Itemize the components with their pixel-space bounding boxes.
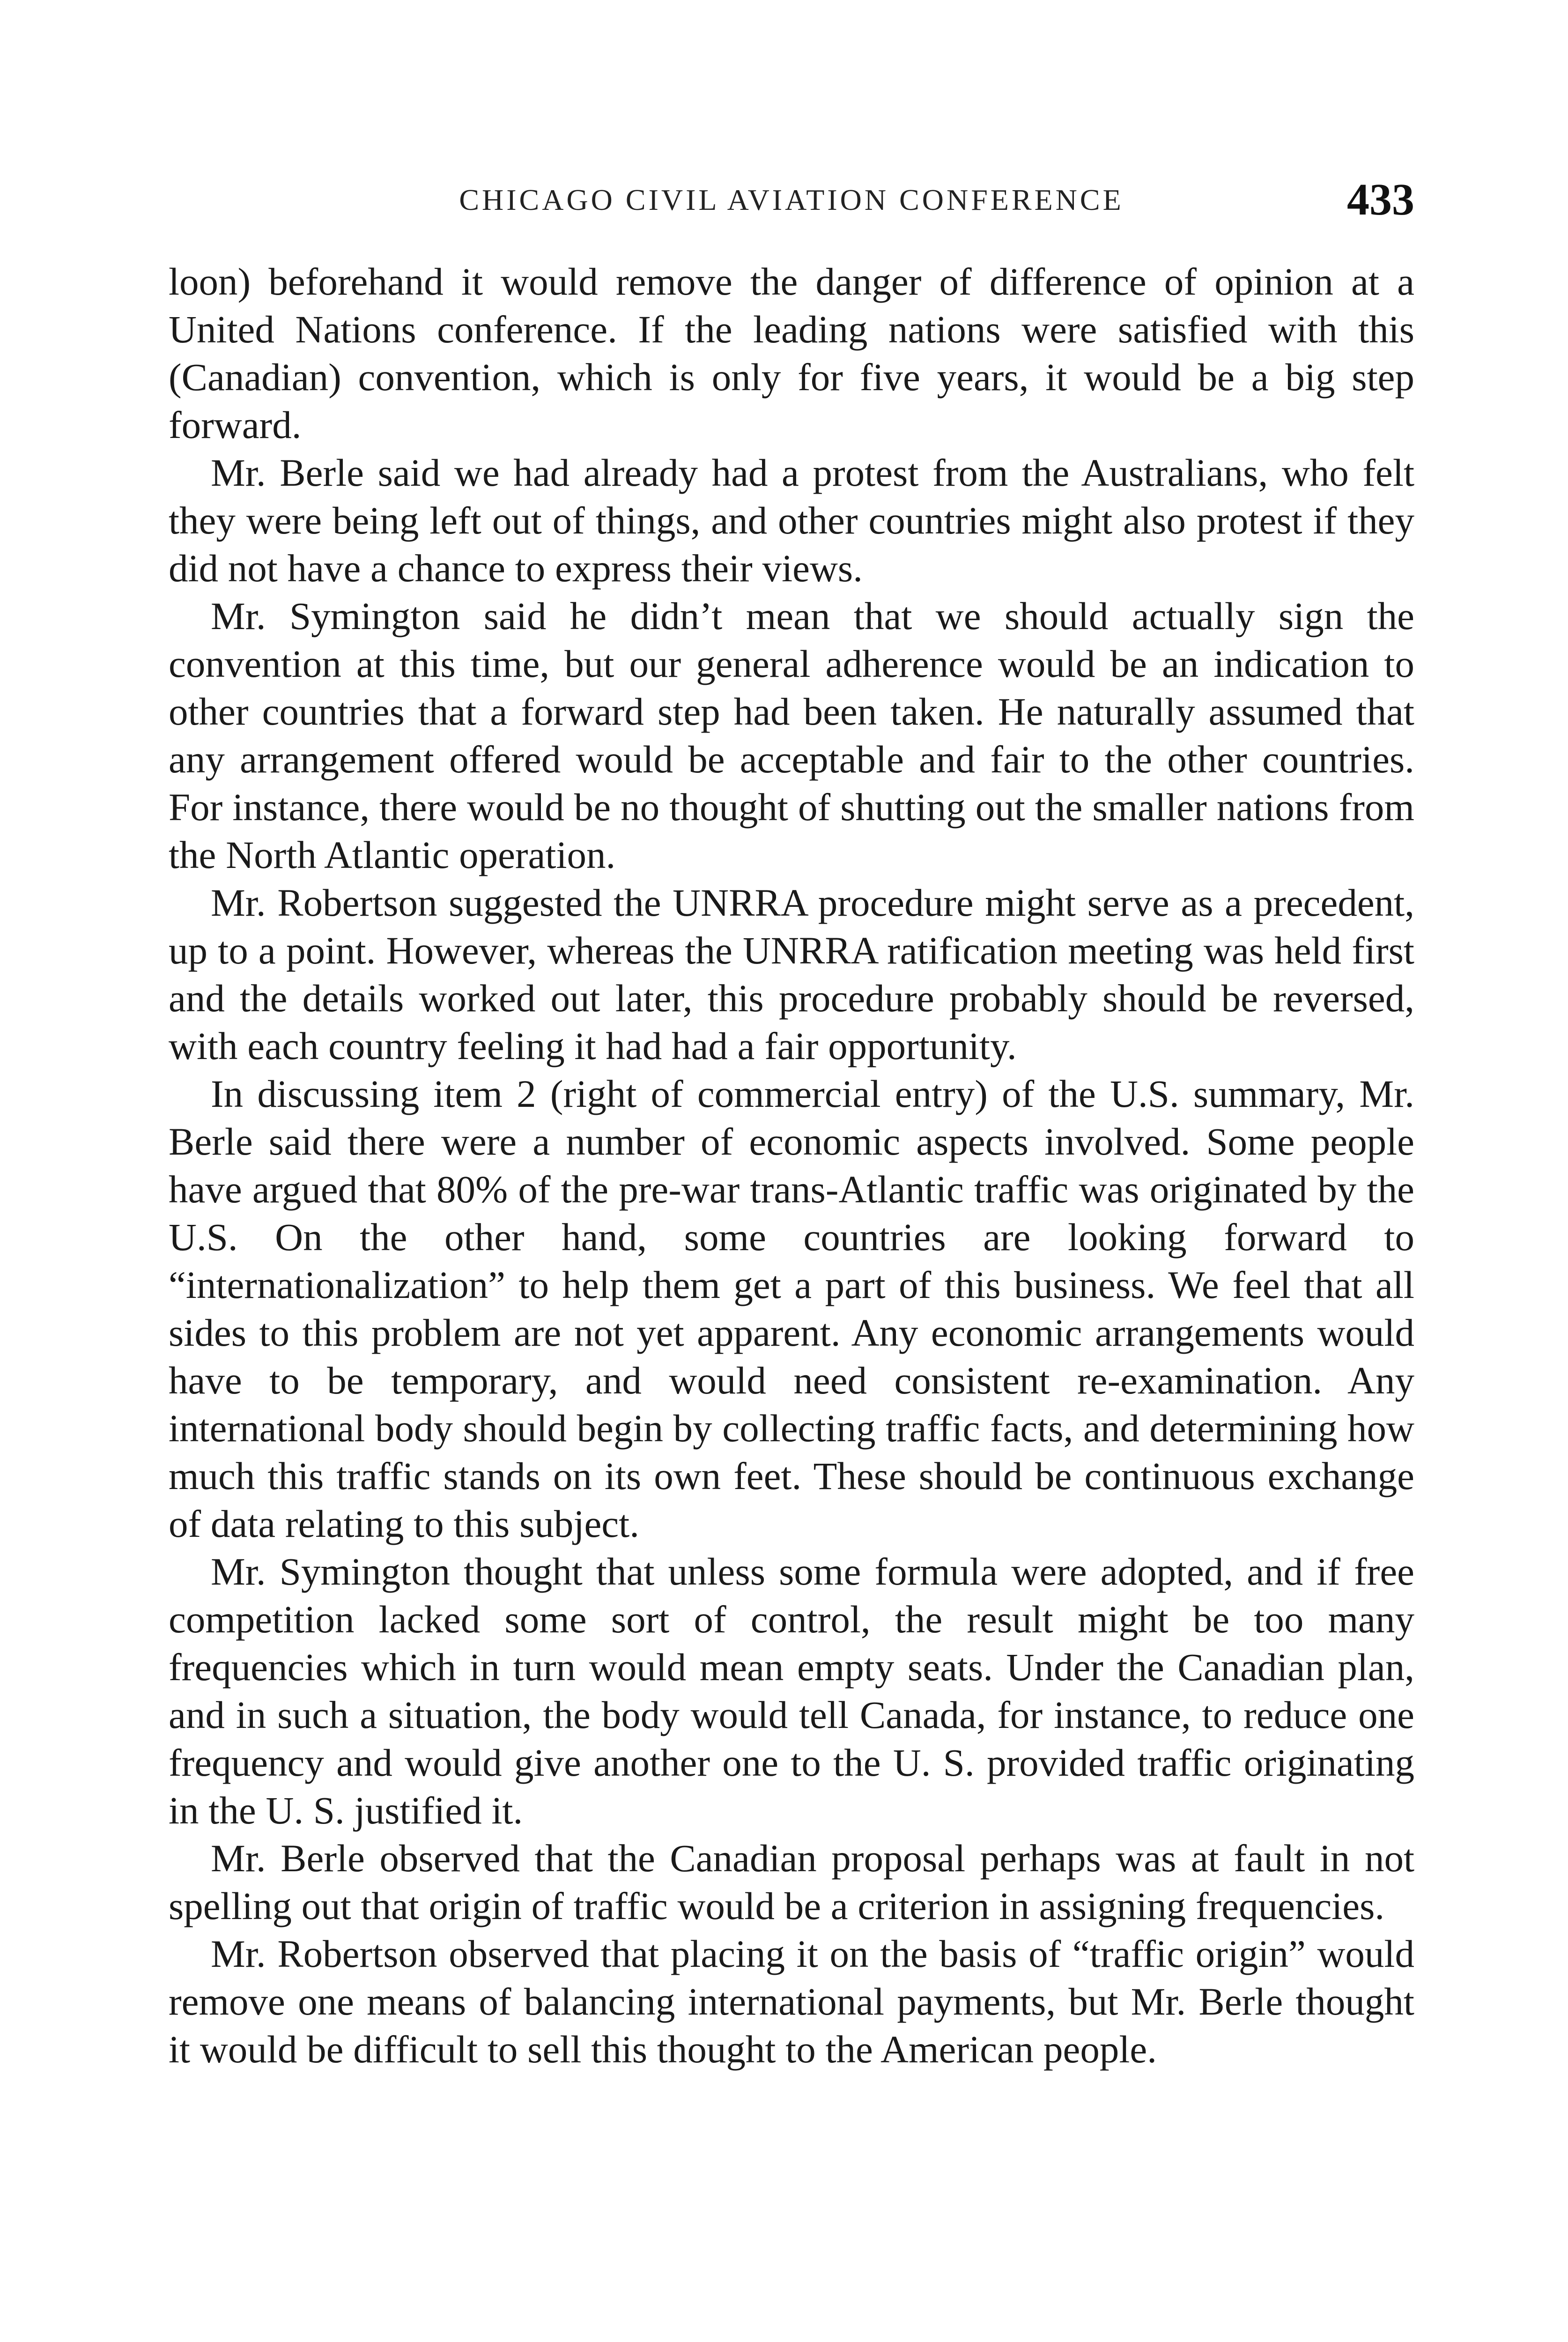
running-header [169,173,1414,230]
paragraph-berle-australians: Mr. Berle said we had already had a protest from the Australians, who felt they were being left out of things, and other countries might also protest if they did not have a chance to express their views. [169,451,1414,590]
paragraph-berle-canadian-proposal: Mr. Berle observed that the Canadian proposal perhaps was at fault in not spelling out that origin of traffic would be a criterion in assigning frequencies. [169,1837,1414,1927]
paragraph-commercial-entry: In discussing item 2 (right of commercial entry) of the U.S. summary, Mr. Berle said there were a number of economic aspects involved. Some people have argued that 80% of the pre-war trans-Atlantic traffic was originated by the U.S. On the other hand, some countries are looking forward to “internationalization” to help them get a part of this business. We feel that all sides to this problem are not yet apparent. Any economic arrangements would have to be temporary, and would need consistent re-examination. Any international body should begin by collecting traffic facts, and determining how much this traffic stands on its own feet. These should be continuous exchange of data relating to this subject. [169,1072,1414,1545]
page-number: 433 [1347,174,1414,224]
paragraph-robertson-traffic-origin: Mr. Robertson observed that placing it on the basis of “traffic origin” would remove one means of balancing international payments, but Mr. Berle thought it would be difficult to sell this thought to the American people. [169,1932,1414,2071]
body-text [169,258,1414,2073]
paragraph-continuation: loon) beforehand it would remove the danger of difference of opinion at a United Nations conference. If the leading nations were satisfied with this (Canadian) convention, which is only for five years, it would be a big step forward. [169,260,1414,446]
paragraph-symington-convention: Mr. Symington said he didn’t mean that we should actually sign the convention at this time, but our general adherence would be an indication to other countries that a forward step had been taken. He naturally assumed that any arrangement offered would be acceptable and fair to the other countries. For instance, there would be no thought of shutting out the smaller nations from the North Atlantic operation. [169,594,1414,876]
paragraph-robertson-unrra: Mr. Robertson suggested the UNRRA procedure might serve as a precedent, up to a point. However, whereas the UNRRA ratification meeting was held first and the details worked out later, this procedure probably should be reversed, with each country feeling it had had a fair opportunity. [169,881,1414,1067]
document-page [169,173,1414,2342]
paragraph-symington-formula: Mr. Symington thought that unless some formula were adopted, and if free competition lacked some sort of control, the result might be too many frequencies which in turn would mean empty seats. Under the Canadian plan, and in such a situation, the body would tell Canada, for instance, to reduce one frequency and would give another one to the U. S. provided traffic originating in the U. S. justified it. [169,1550,1414,1832]
running-title: CHICAGO CIVIL AVIATION CONFERENCE [459,183,1124,216]
